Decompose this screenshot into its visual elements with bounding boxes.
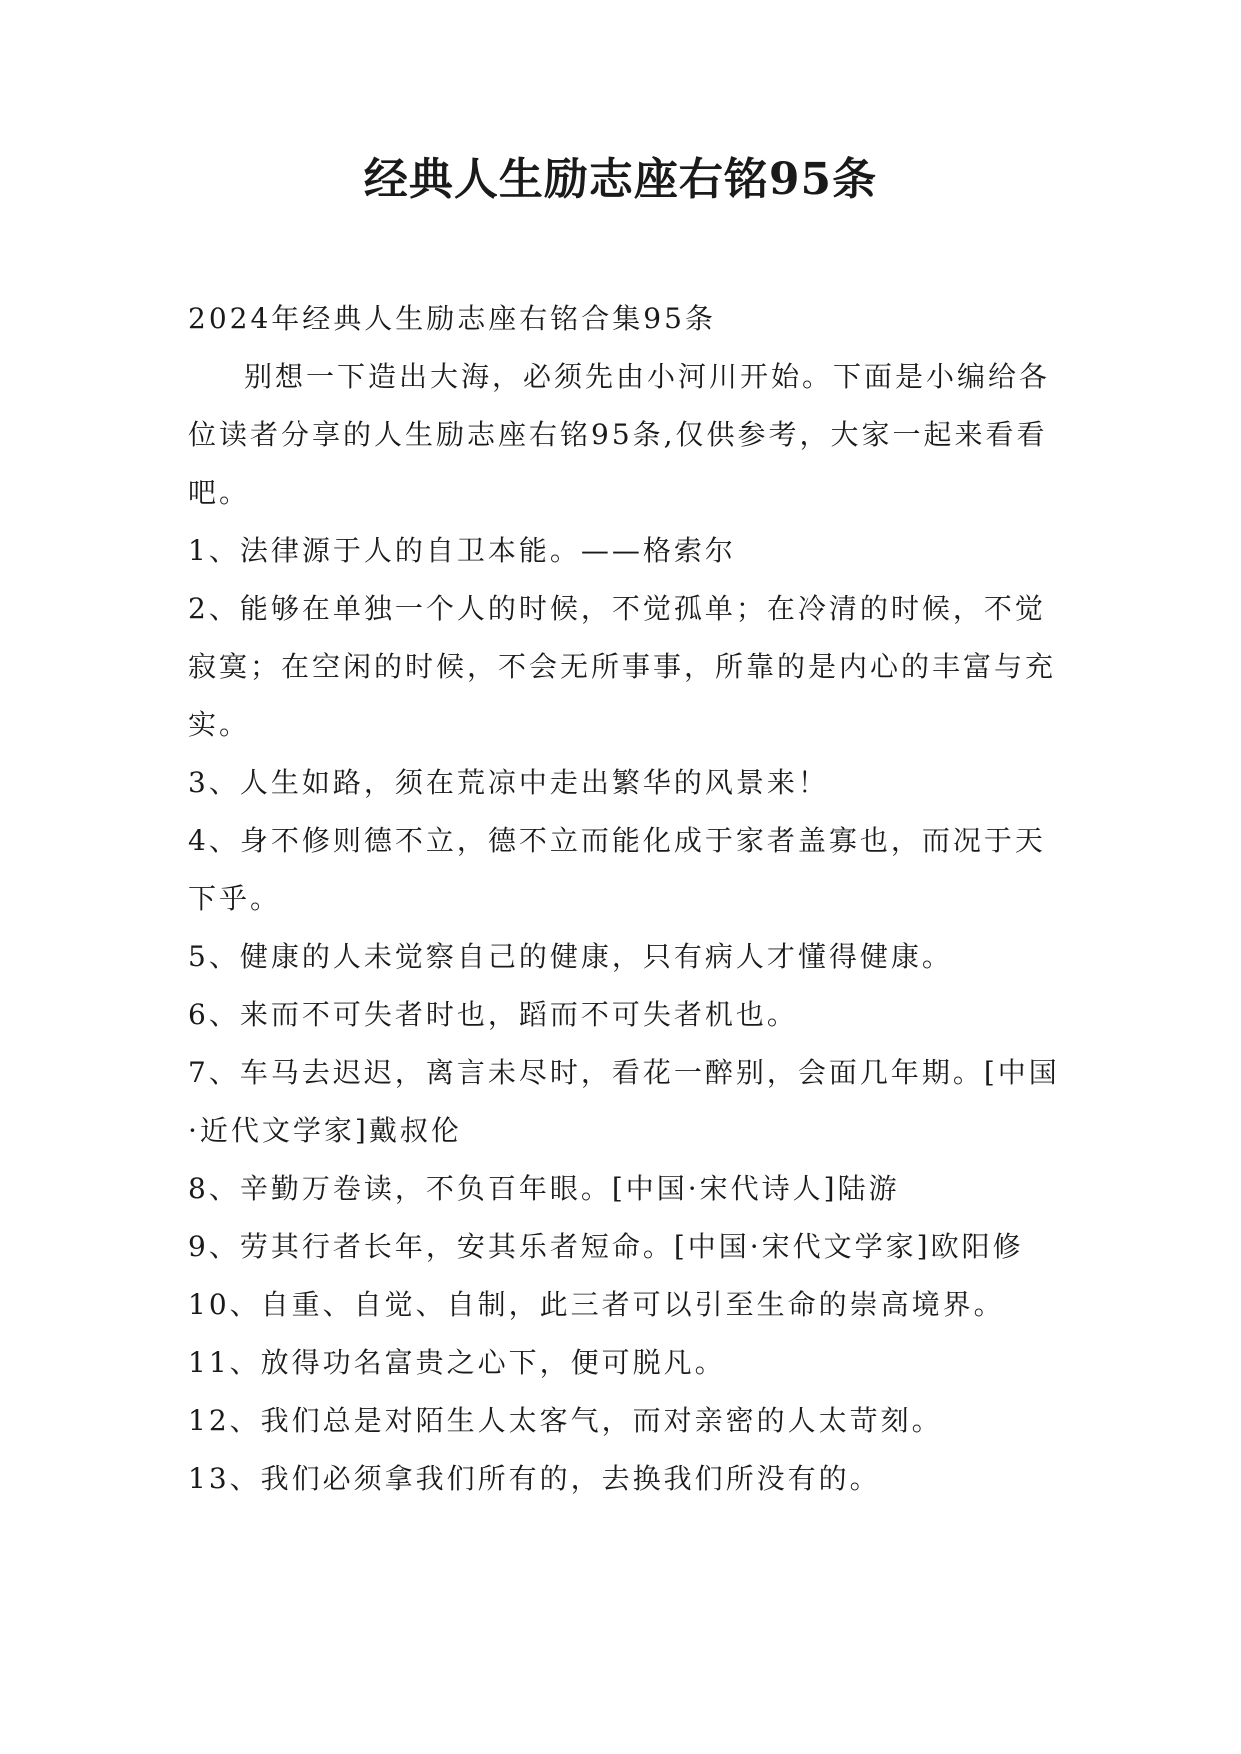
quote-item: 1、法律源于人的自卫本能。——格索尔 xyxy=(188,534,736,567)
quote-item: 8、辛勤万卷读，不负百年眼。[中国·宋代诗人]陆游 xyxy=(188,1172,900,1205)
quote-item: 11、放得功名富贵之心下，便可脱凡。 xyxy=(188,1346,726,1379)
quote-item: 9、劳其行者长年，安其乐者短命。[中国·宋代文学家]欧阳修 xyxy=(188,1230,1024,1263)
quote-item: 10、自重、自觉、自制，此三者可以引至生命的崇高境界。 xyxy=(188,1288,1005,1321)
quote-item: 2、能够在单独一个人的时候，不觉孤单；在冷清的时候，不觉寂寞；在空闲的时候，不会无所事事，所靠的是内心的丰富与充实。 xyxy=(188,592,1057,741)
document-body xyxy=(188,290,1060,1508)
document-title: 经典人生励志座右铭95条 xyxy=(363,154,878,205)
quote-item: 3、人生如路，须在荒凉中走出繁华的风景来！ xyxy=(188,766,829,799)
quote-item: 5、健康的人未觉察自己的健康，只有病人才懂得健康。 xyxy=(188,940,953,973)
quote-item: 7、车马去迟迟，离言未尽时，看花一醉别，会面几年期。[中国·近代文学家]戴叔伦 xyxy=(188,1056,1060,1147)
quote-item: 13、我们必须拿我们所有的，去换我们所没有的。 xyxy=(188,1462,881,1495)
quote-item: 6、来而不可失者时也，蹈而不可失者机也。 xyxy=(188,998,798,1031)
intro-paragraph: 别想一下造出大海，必须先由小河川开始。下面是小编给各位读者分享的人生励志座右铭95条,仅供参考，大家一起来看看吧。 xyxy=(188,360,1051,509)
quote-item: 12、我们总是对陌生人太客气，而对亲密的人太苛刻。 xyxy=(188,1404,943,1437)
quote-item: 4、身不修则德不立，德不立而能化成于家者盖寡也，而况于天下乎。 xyxy=(188,824,1046,915)
document-subtitle: 2024年经典人生励志座右铭合集95条 xyxy=(188,302,716,335)
